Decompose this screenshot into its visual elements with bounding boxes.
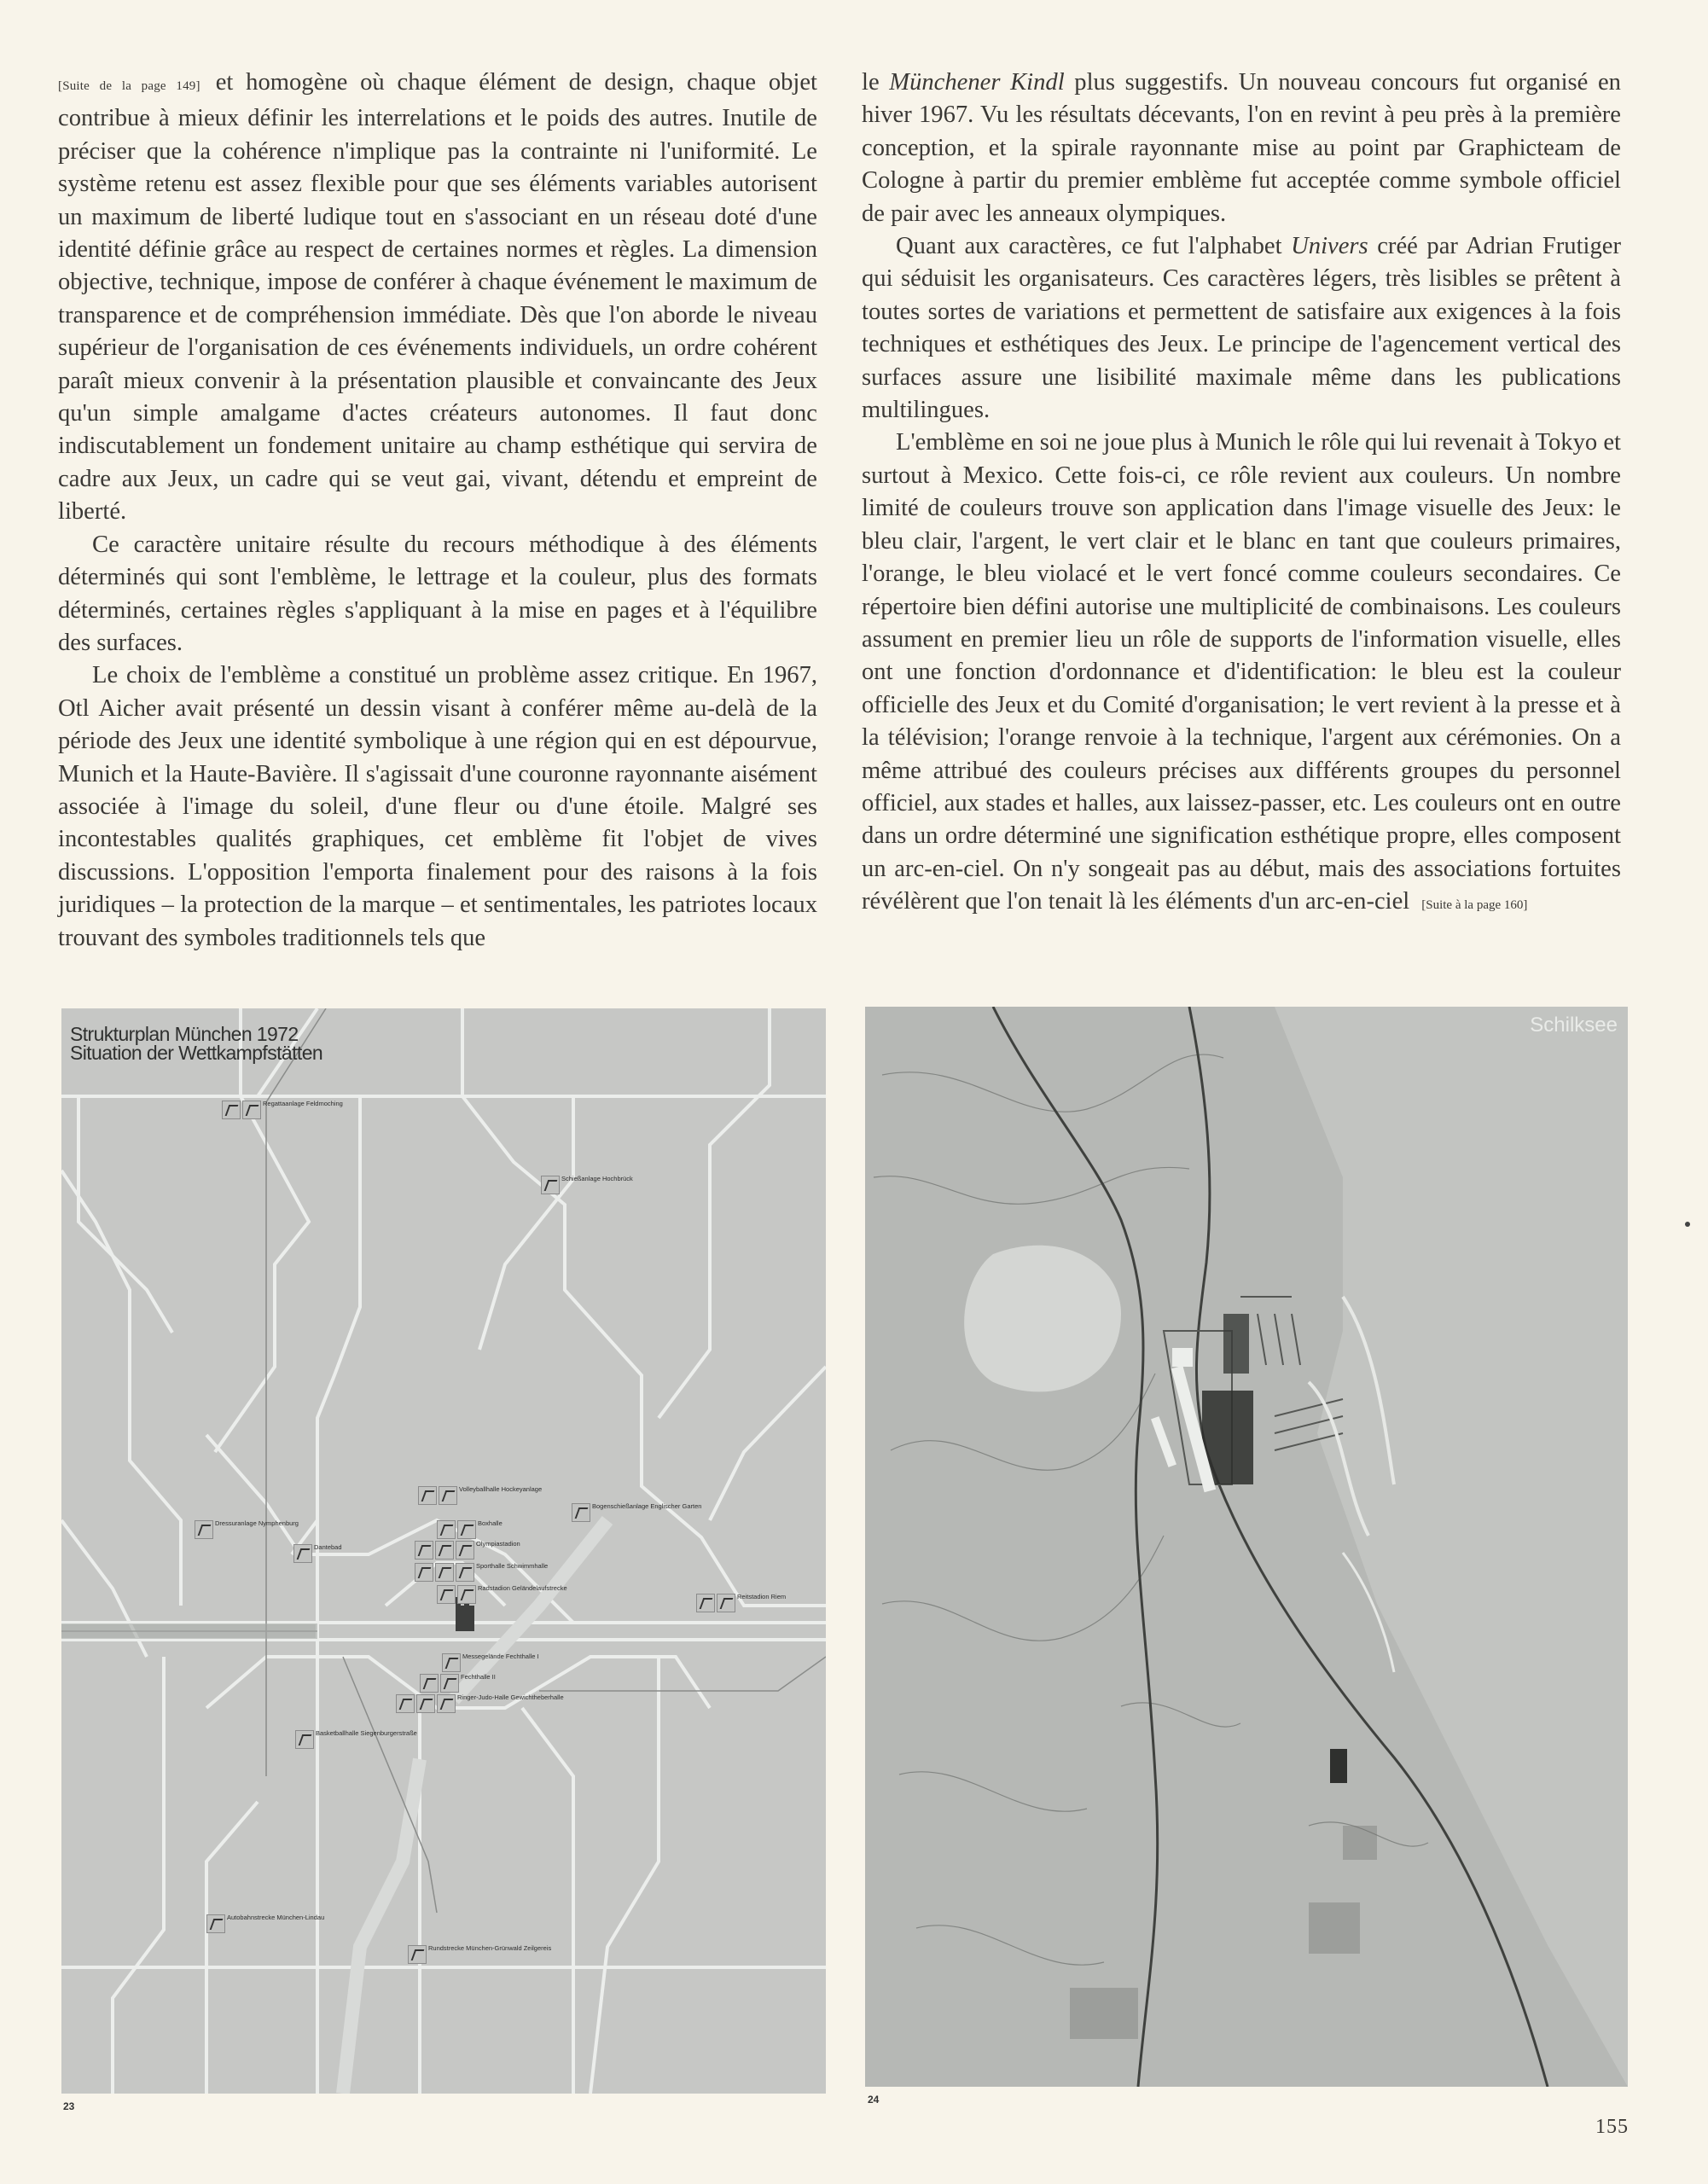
page-number: 155 — [1595, 2116, 1629, 2138]
venue-marker: Basketballhalle Siegenburgerstraße — [295, 1730, 417, 1749]
basketball-pictogram-icon — [295, 1730, 314, 1749]
figure-24-number: 24 — [868, 2094, 880, 2106]
wrestling-pictogram-icon — [396, 1694, 415, 1713]
athletics-pictogram-icon — [415, 1541, 433, 1560]
pentathlon-pictogram-icon — [457, 1585, 476, 1604]
paragraph-2: Ce caractère unitaire résulte du recours méthodique à des éléments déterminés qui sont l'emblème, le lettrage et la couleur, plus des formats déterminés, certaines règles s'appliquant à la mise en pages et à l'équilibre des surfaces. — [58, 531, 817, 656]
football-pictogram-icon — [435, 1541, 454, 1560]
italic-term: Univers — [1291, 233, 1368, 260]
cycling-road-pictogram-icon — [206, 1914, 225, 1933]
map-title: Strukturplan München 1972 Situation der Wettkampfstätten — [70, 1023, 323, 1064]
right-text-column — [862, 67, 1621, 922]
venue-marker: Dantebad — [293, 1544, 342, 1563]
paragraph-5: Quant aux caractères, ce fut l'alphabet Univers créé par Adrian Frutiger qui séduisit les organisateurs. Ces caractères légers, très lisibles se prêtent à toutes sortes de variations et permettent de satisfaire aux exigences à la fois techniques et esthétiques des Jeux. Le principe de l'agencement vertical des surfaces assure une lisibilité maximale même dans les publications multilingues. — [862, 233, 1621, 424]
venue-marker: Sporthalle Schwimmhalle — [415, 1563, 548, 1582]
water-polo-pictogram-icon — [293, 1544, 312, 1563]
paragraph-6: L'emblème en soi ne joue plus à Munich le rôle qui lui revenait à Tokyo et surtout à Mexico. Cette fois-ci, ce rôle revient aux couleurs. Un nombre limité de couleurs trouve son application dans l'image visuelle des Jeux: le bleu clair, l'argent, le vert clair et le blanc en tant que couleurs primaires, l'orange, le bleu violacé et le vert foncé comme couleurs secondaires. Ce répertoire bien défini autorise une multiplicité de combinaisons. Les couleurs assument en premier lieu un rôle de supports de l'information visuelle, elles ont une fonction d'ordonnance et d'identification: le bleu est la couleur officielle des Jeux et du Comité d'organisation; le vert revient à la presse et à la télévision; l'orange renvoie à la technique, l'argent aux cérémonies. On a même attribué des couleurs précises aux différents groupes du personnel officiel, aux stades et halles, aux laissez-passer, etc. Les couleurs ont en outre dans un ordre déterminé une signification esthétique propre, elles composent un arc-en-ciel. On n'y songeait pas au début, mais des associations fortuites révélèrent que l'on tenait là les éléments d'un arc-en-ciel [Suite à la page 160] — [862, 429, 1621, 915]
cycling-road-pictogram-icon — [408, 1945, 427, 1964]
equestrian-jumping-pictogram-icon — [696, 1594, 715, 1612]
equestrian-pictogram-icon — [717, 1594, 735, 1612]
venue-marker: Reitstadion Riem — [696, 1594, 786, 1612]
venue-marker: Dressuranlage Nymphenburg — [195, 1520, 299, 1539]
venue-marker: Volleyballhalle Hockeyanlage — [418, 1486, 542, 1505]
figure-24-schilksee-site-plan — [865, 1007, 1628, 2087]
rowing-pictogram-icon — [222, 1101, 241, 1119]
venue-marker: Fechthalle II — [420, 1674, 496, 1693]
equestrian-pictogram-icon — [456, 1541, 474, 1560]
dressage-pictogram-icon — [195, 1520, 213, 1539]
figure-23-number: 23 — [63, 2100, 75, 2112]
venue-marker: Boxhalle — [437, 1520, 503, 1539]
diving-pictogram-icon — [456, 1563, 474, 1582]
continued-to-note: [Suite à la page 160] — [1421, 898, 1528, 913]
figure-23-venue-map — [61, 1008, 826, 2094]
venue-marker: Schießanlage Hochbrück — [541, 1176, 633, 1194]
location-label: Schilksee — [1530, 1014, 1618, 1037]
swimming-pictogram-icon — [435, 1563, 454, 1582]
boxing-pictogram-icon — [437, 1520, 456, 1539]
fencing-pictogram-icon — [420, 1674, 439, 1693]
aerial-plan-graphic — [865, 1007, 1628, 2087]
shooting-pictogram-icon — [541, 1176, 560, 1194]
venue-marker: Autobahnstrecke München-Lindau — [206, 1914, 324, 1933]
weightlifting-pictogram-icon — [437, 1694, 456, 1713]
volleyball-pictogram-icon — [418, 1486, 437, 1505]
gymnastics-pictogram-icon — [415, 1563, 433, 1582]
venue-marker: Messegelände Fechthalle I — [442, 1653, 539, 1672]
paragraph-3: Le choix de l'emblème a constitué un problème assez critique. En 1967, Otl Aicher avait présenté un dessin visant à conférer même au-delà de la période des Jeux une identité symbolique à une région qui en est dépourvue, Munich et la Haute-Bavière. Il s'agissait d'une couronne rayonnante aisément associée à l'image du soleil, d'une fleur ou d'une étoile. Malgré ses incontestables qualités graphiques, cet emblème fit l'objet de vives discussions. L'opposition l'emporta finalement pour des raisons à la fois juridiques – la protection de la marque – et sentimentales, les patriotes locaux trouvant des symboles traditionnels tels que — [58, 662, 817, 951]
venue-marker: Rundstrecke München-Grünwald Zeilgereis — [408, 1945, 551, 1964]
left-text-column — [58, 67, 817, 955]
continued-from-note: [Suite de la page 149] — [58, 79, 200, 93]
handball-pictogram-icon — [457, 1520, 476, 1539]
venue-marker: Bogenschießanlage Englischer Garten — [572, 1503, 701, 1522]
hockey-pictogram-icon — [439, 1486, 457, 1505]
venue-marker: Radstadion Geländelaufstrecke — [437, 1585, 567, 1604]
archery-pictogram-icon — [572, 1503, 590, 1522]
italic-term: Münchener Kindl — [889, 69, 1065, 96]
margin-mark — [1685, 1222, 1690, 1227]
cycling-pictogram-icon — [437, 1585, 456, 1604]
canoe-pictogram-icon — [242, 1101, 261, 1119]
fencing-pictogram-icon — [442, 1653, 461, 1672]
venue-marker: Regattaanlage Feldmoching — [222, 1101, 343, 1119]
fencing-pictogram-icon — [440, 1674, 459, 1693]
venue-marker: Ringer-Judo-Halle Gewichtheberhalle — [396, 1694, 564, 1713]
venue-marker: Olympiastadion — [415, 1541, 520, 1560]
paragraph-4: le Münchener Kindl plus suggestifs. Un nouveau concours fut organisé en hiver 1967. Vu les résultats décevants, l'on en revint à peu près à la première conception, et la spirale rayonnante mise au point par Graphicteam de Cologne à partir du premier emblème fut acceptée comme symbole officiel de pair avec les anneaux olympiques. — [862, 69, 1621, 227]
judo-pictogram-icon — [416, 1694, 435, 1713]
paragraph-1: [Suite de la page 149] et homogène où chaque élément de design, chaque objet contribue à mieux définir les interrelations et le poids des autres. Inutile de préciser que la cohérence n'implique pas la contrainte ni l'uniformité. Le système retenu est assez flexible pour que ses éléments variables autorisent un maximum de liberté ludique tout en s'associant en un réseau doté d'une identité définie grâce au respect de certaines normes et règles. La dimension objective, technique, impose de conférer à chaque événement le maximum de transparence et de compréhension immédiate. Dès que l'on aborde le niveau supérieur de l'organisation de ces événements individuels, un ordre cohérent paraît mieux convenir à la présentation plausible et convaincante des Jeux qu'un simple amalgame d'actes créateurs autonomes. Il faut donc indiscutablement un fondement unitaire au champ esthétique qui servira de cadre aux Jeux, un cadre qui se veut gai, vivant, détendu et empreint de liberté. — [58, 69, 818, 526]
